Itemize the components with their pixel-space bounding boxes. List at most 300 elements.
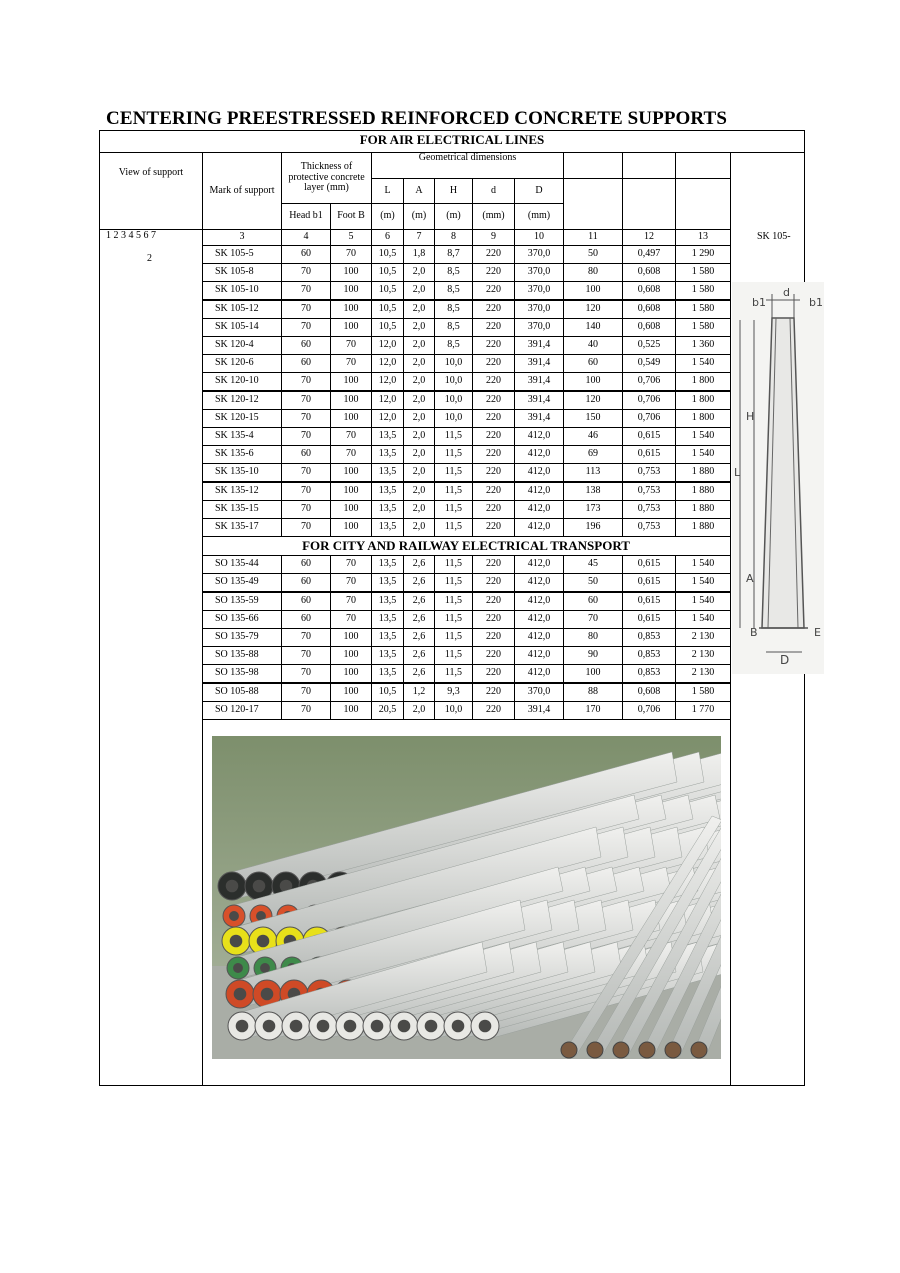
table-cell: 60 xyxy=(281,245,331,264)
table-cell: 60 xyxy=(281,573,331,592)
geometry-header: Geometrical dimensions xyxy=(371,152,564,179)
mark-cell: SK 135-15 xyxy=(202,500,282,519)
table-cell: 11,5 xyxy=(434,518,473,537)
table-cell: 70 xyxy=(330,610,372,629)
table-cell: 220 xyxy=(472,391,515,410)
support-diagram xyxy=(732,282,824,674)
table-cell: 1,2 xyxy=(403,683,435,702)
table-cell: 138 xyxy=(563,482,623,501)
table-cell: 12,0 xyxy=(371,409,404,428)
table-cell: 11,5 xyxy=(434,646,473,665)
table-cell: 100 xyxy=(330,628,372,647)
table-cell: 2,0 xyxy=(403,500,435,519)
table-cell: 20,5 xyxy=(371,701,404,720)
table-cell: 60 xyxy=(281,592,331,611)
table-cell: 70 xyxy=(281,281,331,300)
table-cell: 100 xyxy=(330,664,372,683)
table-cell: 13,5 xyxy=(371,500,404,519)
column-number-13: 13 xyxy=(675,229,731,246)
table-cell: 1 880 xyxy=(675,518,731,537)
table-cell: 1 540 xyxy=(675,592,731,611)
table-cell: 150 xyxy=(563,409,623,428)
table-cell: 0,753 xyxy=(622,518,676,537)
table-cell: 220 xyxy=(472,354,515,373)
table-cell: 0,549 xyxy=(622,354,676,373)
table-cell: 412,0 xyxy=(514,664,564,683)
table-cell: 0,525 xyxy=(622,336,676,355)
table-cell: 100 xyxy=(330,701,372,720)
table-cell: 13,5 xyxy=(371,445,404,464)
table-cell: 1 800 xyxy=(675,372,731,391)
table-cell: 0,853 xyxy=(622,628,676,647)
table-cell: 370,0 xyxy=(514,263,564,282)
blank-header-10 xyxy=(675,152,731,179)
table-cell: 173 xyxy=(563,500,623,519)
table-cell: 10,5 xyxy=(371,318,404,337)
diagram-L: L xyxy=(734,466,741,479)
table-cell: 100 xyxy=(330,646,372,665)
mark-cell: SK 120-10 xyxy=(202,372,282,391)
table-cell: 10,0 xyxy=(434,354,473,373)
table-cell: 391,4 xyxy=(514,372,564,391)
table-cell: 11,5 xyxy=(434,445,473,464)
table-cell: 2,6 xyxy=(403,664,435,683)
table-cell: 70 xyxy=(281,518,331,537)
table-cell: 0,706 xyxy=(622,372,676,391)
table-cell: 100 xyxy=(330,683,372,702)
table-cell: 0,615 xyxy=(622,610,676,629)
table-cell: 13,5 xyxy=(371,573,404,592)
table-cell: 0,615 xyxy=(622,555,676,574)
view-header: View of support xyxy=(118,167,184,178)
table-cell: 40 xyxy=(563,336,623,355)
table-cell: 10,5 xyxy=(371,300,404,319)
table-cell: 370,0 xyxy=(514,281,564,300)
table-cell: 412,0 xyxy=(514,482,564,501)
diagram-D: D xyxy=(780,653,790,667)
table-cell: 70 xyxy=(330,573,372,592)
table-cell: 2,6 xyxy=(403,628,435,647)
header-l: L xyxy=(371,178,404,204)
table-cell: 220 xyxy=(472,683,515,702)
mark-cell: SO 135-49 xyxy=(202,573,282,592)
concrete-poles-photo xyxy=(212,736,721,1059)
table-cell: 70 xyxy=(330,336,372,355)
table-cell: 2,0 xyxy=(403,263,435,282)
blank-subheader-10 xyxy=(675,178,731,230)
table-cell: 10,5 xyxy=(371,245,404,264)
table-cell: 2,6 xyxy=(403,646,435,665)
table-cell: 0,497 xyxy=(622,245,676,264)
header-h: H xyxy=(434,178,473,204)
table-cell: 8,7 xyxy=(434,245,473,264)
table-cell: 2,6 xyxy=(403,592,435,611)
table-cell: 220 xyxy=(472,445,515,464)
table-cell: 1 800 xyxy=(675,409,731,428)
table-cell: 391,4 xyxy=(514,409,564,428)
table-cell: 11,5 xyxy=(434,628,473,647)
diagram-d: d xyxy=(783,286,790,299)
table-cell: 220 xyxy=(472,372,515,391)
table-cell: 70 xyxy=(330,592,372,611)
table-cell: 1 580 xyxy=(675,683,731,702)
table-cell: 120 xyxy=(563,391,623,410)
table-cell: 370,0 xyxy=(514,245,564,264)
table-cell: 12,0 xyxy=(371,336,404,355)
mark-cell: SO 120-17 xyxy=(202,701,282,720)
table-cell: 100 xyxy=(330,300,372,319)
table-cell: 1 540 xyxy=(675,427,731,446)
table-cell: 13,5 xyxy=(371,664,404,683)
mark-cell: SK 120-4 xyxy=(202,336,282,355)
table-cell: 1 580 xyxy=(675,263,731,282)
table-cell: 13,5 xyxy=(371,646,404,665)
table-cell: 0,853 xyxy=(622,664,676,683)
table-cell: 220 xyxy=(472,573,515,592)
table-cell: 412,0 xyxy=(514,592,564,611)
table-cell: 70 xyxy=(330,445,372,464)
table-cell: 13,5 xyxy=(371,427,404,446)
table-cell: 2,0 xyxy=(403,409,435,428)
mark-cell: SK 120-15 xyxy=(202,409,282,428)
table-cell: 220 xyxy=(472,628,515,647)
unit-h: (m) xyxy=(434,203,473,230)
table-cell: 1 880 xyxy=(675,482,731,501)
pole-drawing-icon xyxy=(732,282,824,674)
table-cell: 220 xyxy=(472,664,515,683)
table-cell: 1 770 xyxy=(675,701,731,720)
table-cell: 220 xyxy=(472,336,515,355)
table-cell: 10,0 xyxy=(434,409,473,428)
table-cell: 0,608 xyxy=(622,300,676,319)
table-cell: 2 130 xyxy=(675,628,731,647)
mark-cell: SK 105-10 xyxy=(202,281,282,300)
mark-cell: SK 135-6 xyxy=(202,445,282,464)
table-cell: 2,6 xyxy=(403,573,435,592)
table-cell: 50 xyxy=(563,573,623,592)
table-cell: 0,608 xyxy=(622,318,676,337)
table-cell: 220 xyxy=(472,409,515,428)
table-cell: 46 xyxy=(563,427,623,446)
table-cell: 0,706 xyxy=(622,391,676,410)
table-cell: 70 xyxy=(281,683,331,702)
table-cell: 70 xyxy=(281,701,331,720)
mark-cell: SK 120-12 xyxy=(202,391,282,410)
mark-cell: SK 105-8 xyxy=(202,263,282,282)
section-city-title: FOR CITY AND RAILWAY ELECTRICAL TRANSPORT xyxy=(302,538,630,553)
table-cell: 70 xyxy=(281,263,331,282)
table-cell: 8,5 xyxy=(434,281,473,300)
table-cell: 10,5 xyxy=(371,683,404,702)
table-cell: 13,5 xyxy=(371,592,404,611)
table-cell: 2,0 xyxy=(403,482,435,501)
concrete-poles-photo-icon xyxy=(212,736,721,1059)
table-cell: 13,5 xyxy=(371,463,404,482)
mark-cell: SK 135-12 xyxy=(202,482,282,501)
mark-cell: SK 105-5 xyxy=(202,245,282,264)
unit-l: (m) xyxy=(371,203,404,230)
table-cell: 0,753 xyxy=(622,463,676,482)
table-cell: 50 xyxy=(563,245,623,264)
table-cell: 45 xyxy=(563,555,623,574)
table-cell: 11,5 xyxy=(434,592,473,611)
table-cell: 220 xyxy=(472,646,515,665)
table-cell: 88 xyxy=(563,683,623,702)
table-cell: 70 xyxy=(281,427,331,446)
table-cell: 10,0 xyxy=(434,391,473,410)
table-cell: 2,6 xyxy=(403,555,435,574)
table-cell: 100 xyxy=(330,391,372,410)
head-b1-header: Head b1 xyxy=(281,203,331,230)
table-cell: 220 xyxy=(472,555,515,574)
table-cell: 1 580 xyxy=(675,300,731,319)
document-title: CENTERING PREESTRESSED REINFORCED CONCRETE SUPPORTS xyxy=(106,108,727,129)
table-cell: 100 xyxy=(330,263,372,282)
table-cell: 70 xyxy=(281,628,331,647)
blank-header-9 xyxy=(622,152,676,179)
table-cell: 391,4 xyxy=(514,391,564,410)
table-cell: 2,0 xyxy=(403,701,435,720)
table-cell: 60 xyxy=(281,354,331,373)
table-cell: 0,853 xyxy=(622,646,676,665)
column-number-4: 4 xyxy=(281,229,331,246)
header-a: A xyxy=(403,178,435,204)
table-cell: 100 xyxy=(330,518,372,537)
table-cell: 412,0 xyxy=(514,445,564,464)
table-cell: 412,0 xyxy=(514,500,564,519)
header-d: D xyxy=(514,178,564,204)
table-cell: 1 360 xyxy=(675,336,731,355)
table-cell: 2 130 xyxy=(675,646,731,665)
mark-cell: SK 120-6 xyxy=(202,354,282,373)
table-cell: 220 xyxy=(472,482,515,501)
table-cell: 220 xyxy=(472,701,515,720)
diagram-b1-left: b1 xyxy=(752,296,766,309)
mark-cell: SO 135-79 xyxy=(202,628,282,647)
column-number-8: 8 xyxy=(434,229,473,246)
column-number-6: 6 xyxy=(371,229,404,246)
mark-cell: SK 135-17 xyxy=(202,518,282,537)
table-cell: 70 xyxy=(281,463,331,482)
table-cell: 2,0 xyxy=(403,354,435,373)
diagram-b1-right: b1 xyxy=(809,296,823,309)
table-cell: 10,0 xyxy=(434,701,473,720)
table-cell: 1 880 xyxy=(675,463,731,482)
table-cell: 8,5 xyxy=(434,300,473,319)
table-cell: 11,5 xyxy=(434,610,473,629)
table-cell: 1,8 xyxy=(403,245,435,264)
column-number-11: 11 xyxy=(563,229,623,246)
table-cell: 70 xyxy=(281,300,331,319)
table-cell: 0,706 xyxy=(622,409,676,428)
table-cell: 1 580 xyxy=(675,318,731,337)
table-cell: 100 xyxy=(563,281,623,300)
diagram-H: H xyxy=(746,410,755,423)
table-cell: 11,5 xyxy=(434,664,473,683)
mark-cell: SO 135-98 xyxy=(202,664,282,683)
column-number-12: 12 xyxy=(622,229,676,246)
column-number-10: 10 xyxy=(514,229,564,246)
mark-cell: SO 105-88 xyxy=(202,683,282,702)
table-cell: 70 xyxy=(281,664,331,683)
table-cell: 2,0 xyxy=(403,391,435,410)
side-mark-label: SK 105- xyxy=(757,231,791,242)
table-cell: 10,0 xyxy=(434,372,473,391)
table-cell: 0,608 xyxy=(622,281,676,300)
table-cell: 0,615 xyxy=(622,427,676,446)
table-cell: 60 xyxy=(281,555,331,574)
table-cell: 2,0 xyxy=(403,445,435,464)
view-sub-number: 2 xyxy=(147,253,152,264)
table-cell: 412,0 xyxy=(514,463,564,482)
table-cell: 9,3 xyxy=(434,683,473,702)
table-cell: 0,608 xyxy=(622,263,676,282)
table-cell: 120 xyxy=(563,300,623,319)
table-cell: 100 xyxy=(330,281,372,300)
table-cell: 70 xyxy=(281,409,331,428)
table-cell: 391,4 xyxy=(514,701,564,720)
table-cell: 70 xyxy=(330,245,372,264)
mark-header: Mark of support xyxy=(202,152,282,230)
table-cell: 69 xyxy=(563,445,623,464)
blank-subheader-8 xyxy=(563,178,623,230)
table-cell: 0,753 xyxy=(622,482,676,501)
table-cell: 370,0 xyxy=(514,300,564,319)
table-cell: 1 580 xyxy=(675,281,731,300)
table-cell: 60 xyxy=(281,610,331,629)
diagram-B: B xyxy=(750,626,758,639)
table-cell: 8,5 xyxy=(434,336,473,355)
table-cell: 10,5 xyxy=(371,263,404,282)
table-cell: 10,5 xyxy=(371,281,404,300)
table-cell: 1 540 xyxy=(675,610,731,629)
table-cell: 2,0 xyxy=(403,300,435,319)
table-cell: 13,5 xyxy=(371,555,404,574)
table-cell: 0,608 xyxy=(622,683,676,702)
table-cell: 8,5 xyxy=(434,263,473,282)
table-cell: 13,5 xyxy=(371,482,404,501)
table-cell: 0,753 xyxy=(622,500,676,519)
table-cell: 2,0 xyxy=(403,518,435,537)
table-cell: 140 xyxy=(563,318,623,337)
table-cell: 1 290 xyxy=(675,245,731,264)
mark-cell: SO 135-44 xyxy=(202,555,282,574)
table-cell: 220 xyxy=(472,518,515,537)
table-cell: 2,0 xyxy=(403,318,435,337)
table-cell: 220 xyxy=(472,500,515,519)
table-cell: 1 540 xyxy=(675,445,731,464)
table-cell: 2,0 xyxy=(403,463,435,482)
table-cell: 90 xyxy=(563,646,623,665)
table-cell: 2,0 xyxy=(403,336,435,355)
table-cell: 412,0 xyxy=(514,610,564,629)
table-cell: 391,4 xyxy=(514,336,564,355)
table-cell: 412,0 xyxy=(514,555,564,574)
section-air-title: FOR AIR ELECTRICAL LINES xyxy=(359,132,545,147)
blank-subheader-9 xyxy=(622,178,676,230)
table-cell: 1 880 xyxy=(675,500,731,519)
table-cell: 0,706 xyxy=(622,701,676,720)
table-cell: 12,0 xyxy=(371,354,404,373)
table-cell: 2,0 xyxy=(403,281,435,300)
table-cell: 1 540 xyxy=(675,555,731,574)
table-cell: 70 xyxy=(281,391,331,410)
table-cell: 370,0 xyxy=(514,683,564,702)
table-cell: 220 xyxy=(472,263,515,282)
table-cell: 1 540 xyxy=(675,573,731,592)
table-cell: 220 xyxy=(472,463,515,482)
table-cell: 70 xyxy=(281,318,331,337)
table-cell: 412,0 xyxy=(514,646,564,665)
blank-header-8 xyxy=(563,152,623,179)
table-cell: 8,5 xyxy=(434,318,473,337)
header-d: d xyxy=(472,178,515,204)
table-cell: 11,5 xyxy=(434,427,473,446)
diagram-A: A xyxy=(746,572,754,585)
table-cell: 391,4 xyxy=(514,354,564,373)
mark-cell: SO 135-59 xyxy=(202,592,282,611)
mark-cell: SK 105-14 xyxy=(202,318,282,337)
table-cell: 0,615 xyxy=(622,592,676,611)
table-cell: 100 xyxy=(330,482,372,501)
table-cell: 60 xyxy=(281,336,331,355)
column-number-3: 3 xyxy=(202,229,282,246)
table-cell: 412,0 xyxy=(514,573,564,592)
table-cell: 412,0 xyxy=(514,628,564,647)
unit-d: (mm) xyxy=(472,203,515,230)
column-number-9: 9 xyxy=(472,229,515,246)
mark-cell: SO 135-66 xyxy=(202,610,282,629)
table-cell: 11,5 xyxy=(434,500,473,519)
table-cell: 412,0 xyxy=(514,518,564,537)
table-cell: 12,0 xyxy=(371,372,404,391)
table-cell: 12,0 xyxy=(371,391,404,410)
table-cell: 2,6 xyxy=(403,610,435,629)
table-cell: 100 xyxy=(330,372,372,391)
table-cell: 70 xyxy=(330,555,372,574)
table-cell: 2,0 xyxy=(403,427,435,446)
table-cell: 370,0 xyxy=(514,318,564,337)
table-cell: 220 xyxy=(472,592,515,611)
column-number-5: 5 xyxy=(330,229,372,246)
mark-cell: SK 105-12 xyxy=(202,300,282,319)
table-cell: 100 xyxy=(330,463,372,482)
unit-a: (m) xyxy=(403,203,435,230)
table-cell: 113 xyxy=(563,463,623,482)
table-cell: 412,0 xyxy=(514,427,564,446)
table-cell: 60 xyxy=(563,354,623,373)
table-cell: 220 xyxy=(472,300,515,319)
thickness-header: Thickness of protective concrete layer (mm) xyxy=(281,152,372,204)
table-cell: 80 xyxy=(563,628,623,647)
table-cell: 220 xyxy=(472,610,515,629)
table-cell: 220 xyxy=(472,318,515,337)
table-cell: 220 xyxy=(472,281,515,300)
table-cell: 0,615 xyxy=(622,445,676,464)
table-cell: 100 xyxy=(330,318,372,337)
table-cell: 70 xyxy=(330,354,372,373)
table-cell: 100 xyxy=(563,664,623,683)
table-cell: 60 xyxy=(281,445,331,464)
table-cell: 100 xyxy=(563,372,623,391)
table-cell: 60 xyxy=(563,592,623,611)
column-number-7: 7 xyxy=(403,229,435,246)
table-cell: 1 540 xyxy=(675,354,731,373)
table-cell: 70 xyxy=(281,646,331,665)
mark-cell: SO 135-88 xyxy=(202,646,282,665)
table-cell: 0,615 xyxy=(622,573,676,592)
table-cell: 13,5 xyxy=(371,610,404,629)
